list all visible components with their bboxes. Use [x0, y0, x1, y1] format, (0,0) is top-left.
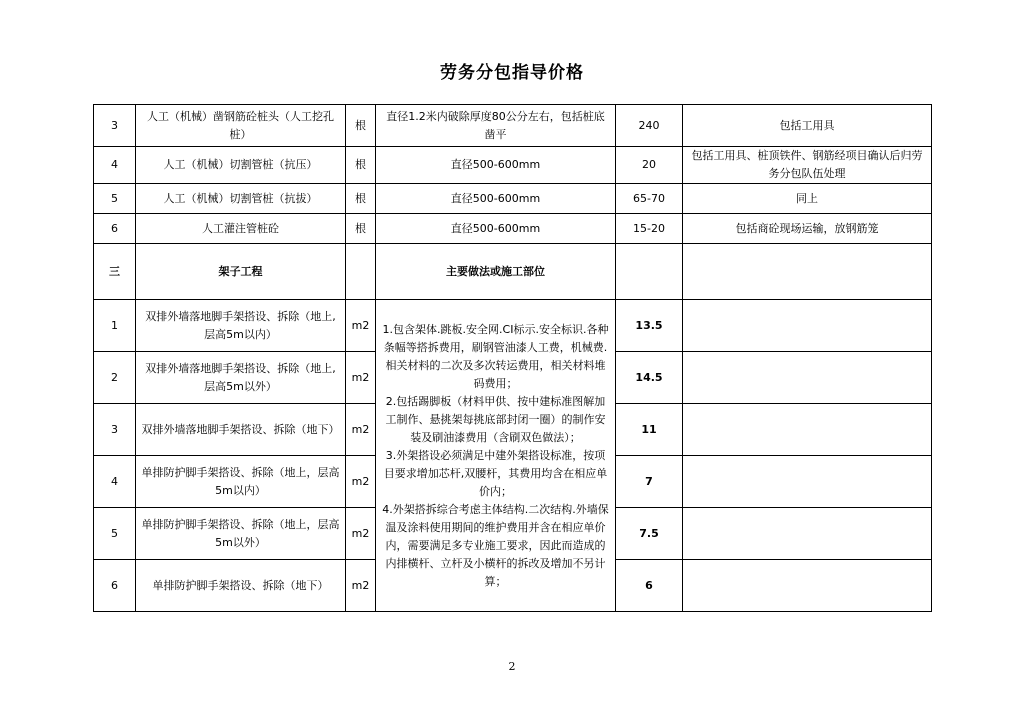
row-no: 5: [94, 508, 136, 560]
row-unit: 根: [346, 105, 376, 147]
desc-item: 3.外架搭设必须满足中建外架搭设标准，按项目要求增加芯杆,双腰杆，其费用均含在相应单价内；: [383, 448, 608, 498]
row-no: 2: [94, 352, 136, 404]
row-name: 双排外墙落地脚手架搭设、拆除（地上,层高5m以外）: [136, 352, 346, 404]
row-name: 人工（机械）切割管桩（抗拔）: [136, 184, 346, 214]
row-unit: m2: [346, 352, 376, 404]
row-unit: m2: [346, 508, 376, 560]
row-name: 单排防护脚手架搭设、拆除（地上，层高5m以内）: [136, 456, 346, 508]
row-name: 单排防护脚手架搭设、拆除（地下）: [136, 560, 346, 612]
row-spec: 直径1.2米内破除厚度80公分左右，包括桩底凿平: [376, 105, 616, 147]
section-no: 三: [94, 244, 136, 300]
table-row: [94, 184, 932, 214]
page-title: 劳务分包指导价格: [440, 63, 584, 83]
table-row: [94, 147, 932, 184]
section-spec: 主要做法或施工部位: [376, 244, 616, 300]
row-spec: 直径500-600mm: [376, 184, 616, 214]
row-no: 6: [94, 560, 136, 612]
row-price: 13.5: [616, 300, 683, 352]
row-unit: 根: [346, 184, 376, 214]
row-no: 4: [94, 147, 136, 184]
row-note: [683, 456, 932, 508]
row-note: [683, 352, 932, 404]
row-name: 人工灌注管桩砼: [136, 214, 346, 244]
table-row: [94, 105, 932, 147]
row-no: 6: [94, 214, 136, 244]
desc-item: 4.外架搭拆综合考虑主体结构.二次结构.外墙保温及涂料使用期间的维护费用并含在相应单价内，需要满足多专业施工要求，因此而造成的内排横杆、立杆及小横杆的拆改及增加不另计算；: [382, 502, 609, 588]
row-name: 双排外墙落地脚手架搭设、拆除（地上,层高5m以内）: [136, 300, 346, 352]
row-note: [683, 404, 932, 456]
row-price: 11: [616, 404, 683, 456]
row-unit: m2: [346, 300, 376, 352]
row-no: 3: [94, 404, 136, 456]
row-price: 65-70: [616, 184, 683, 214]
row-price: 240: [616, 105, 683, 147]
table-row: [94, 300, 932, 352]
row-spec: 直径500-600mm: [376, 147, 616, 184]
row-price: 14.5: [616, 352, 683, 404]
section-name: 架子工程: [136, 244, 346, 300]
row-unit: m2: [346, 404, 376, 456]
row-note: 同上: [683, 184, 932, 214]
section-price-cell: [616, 244, 683, 300]
row-name: 人工（机械）凿钢筋砼桩头（人工挖孔桩）: [136, 105, 346, 147]
row-no: 1: [94, 300, 136, 352]
row-name: 双排外墙落地脚手架搭设、拆除（地下）: [136, 404, 346, 456]
row-price: 7: [616, 456, 683, 508]
page-number: 2: [508, 660, 516, 673]
desc-item: 1.包含架体.跳板.安全网.CI标示.安全标识.各种条幅等搭拆费用，刷钢管油漆人工费，机械费.相关材料的二次及多次转运费用，相关材料堆码费用；: [382, 322, 609, 390]
row-unit: 根: [346, 147, 376, 184]
row-note: [683, 300, 932, 352]
row-name: 单排防护脚手架搭设、拆除（地上，层高5m以外）: [136, 508, 346, 560]
row-unit: m2: [346, 456, 376, 508]
row-note: 包括商砼现场运输，放钢筋笼: [683, 214, 932, 244]
row-no: 4: [94, 456, 136, 508]
row-note: 包括工用具、桩顶铁件、钢筋经项目确认后归劳务分包队伍处理: [683, 147, 932, 184]
row-note: 包括工用具: [683, 105, 932, 147]
price-table: [93, 104, 932, 612]
row-price: 15-20: [616, 214, 683, 244]
section-unit-cell: [346, 244, 376, 300]
section-header-row: [94, 244, 932, 300]
row-name: 人工（机械）切割管桩（抗压）: [136, 147, 346, 184]
section-note-cell: [683, 244, 932, 300]
desc-item: 2.包括踢脚板（材料甲供、按中建标准图解加工制作、悬挑架每挑底部封闭一圈）的制作安装及刷油漆费用（含刷双色做法）；: [385, 394, 606, 444]
table-row: [94, 214, 932, 244]
row-note: [683, 560, 932, 612]
row-no: 3: [94, 105, 136, 147]
row-no: 5: [94, 184, 136, 214]
row-unit: 根: [346, 214, 376, 244]
row-price: 7.5: [616, 508, 683, 560]
row-price: 20: [616, 147, 683, 184]
row-spec: 直径500-600mm: [376, 214, 616, 244]
row-unit: m2: [346, 560, 376, 612]
row-price: 6: [616, 560, 683, 612]
scaffold-description: [376, 300, 616, 612]
row-note: [683, 508, 932, 560]
